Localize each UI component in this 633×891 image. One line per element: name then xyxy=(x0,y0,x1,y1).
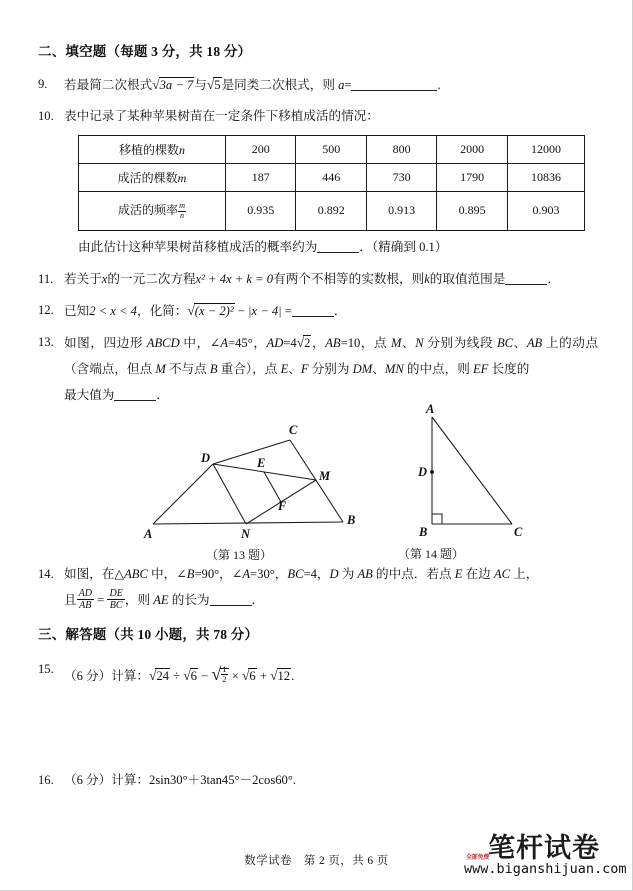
q13-point-m: M xyxy=(390,336,402,351)
q14-fraction-ad-ab xyxy=(77,588,94,611)
q10-tail-post: ．（精确到 0.1） xyxy=(359,239,448,254)
q13-seg-ab: AB xyxy=(325,336,341,351)
q13-l2h: 长度的 xyxy=(488,361,530,376)
q16-score: （6 分） xyxy=(64,772,112,787)
q13-l1i: 、 xyxy=(513,336,527,351)
radical-sign-icon: √ xyxy=(152,77,160,92)
q15-divide: ÷ xyxy=(170,668,184,683)
segment-DN xyxy=(213,464,246,524)
q9-text-3: 是同类二次根式，则 xyxy=(221,78,339,92)
q13-l1j: 上 xyxy=(542,336,560,351)
q13-l2-point-m: M xyxy=(155,361,166,376)
q13-point-n: N xyxy=(415,336,424,351)
q13-seg-bc: BC xyxy=(496,336,514,351)
q9-radical-2 xyxy=(207,72,222,98)
q13-l2-point-b: B xyxy=(209,361,218,376)
q13-seg-ab2: AB xyxy=(526,336,543,351)
q15-radical-6a xyxy=(183,663,198,689)
figure-13-drawing xyxy=(138,412,378,540)
q15-radicand-6a: 6 xyxy=(190,668,197,683)
cell-survived-2: 730 xyxy=(366,163,436,191)
q13-l1e: ， xyxy=(311,336,326,351)
q15-fraction-half xyxy=(221,665,227,684)
q14-answer-blank[interactable] xyxy=(210,605,252,606)
question-10-tail xyxy=(38,235,598,260)
q10-tail-pre: 由此估计这种苹果树苗移植成活的概率约为 xyxy=(78,239,318,254)
q15-half-den: 2 xyxy=(222,674,227,685)
row-label-survived xyxy=(79,163,226,191)
figure-13-label-D: D xyxy=(201,450,211,465)
segment-CB xyxy=(290,440,343,522)
cell-planted-4: 12000 xyxy=(507,135,584,163)
radical-sign-icon: √ xyxy=(183,667,191,683)
q13-l3: 最大值为 xyxy=(64,388,115,403)
q9-text-2: 与 xyxy=(194,78,207,92)
q14-point-e: E xyxy=(454,566,463,581)
q9-radicand-2: 5 xyxy=(214,78,221,92)
cell-survived-0: 187 xyxy=(226,163,296,191)
cell-survived-4: 10836 xyxy=(507,163,584,191)
question-15-number: 15. xyxy=(38,661,54,676)
q14-seg-ac: AC xyxy=(493,566,510,581)
q11-text-1: 若关于 xyxy=(64,272,102,287)
q13-l1c: =45°， xyxy=(228,336,267,351)
q14-l1c: =90°，∠ xyxy=(194,566,243,581)
q10-answer-blank[interactable] xyxy=(317,252,359,253)
figure-13-label-C: C xyxy=(289,422,298,437)
radical-sign-icon: √ xyxy=(187,302,195,318)
figure-13-label-A: A xyxy=(144,526,153,540)
q14-frac2-den: BC xyxy=(109,600,123,612)
watermark-free-badge: 全部免费 xyxy=(466,854,490,861)
q9-equals: = xyxy=(344,78,352,92)
figure-13-label-M: M xyxy=(319,468,331,483)
frequency-fraction xyxy=(178,202,186,220)
q13-l1d: =4 xyxy=(283,336,297,351)
q13-l2d: 、 xyxy=(288,361,301,376)
question-11 xyxy=(38,267,598,292)
question-10-stem: 表中记录了某种苹果树苗在一定条件下移植成活的情况： xyxy=(64,109,379,124)
figures-row xyxy=(38,401,598,562)
q14-l2-eq: = xyxy=(94,593,108,608)
q15-plus: + xyxy=(256,668,271,683)
q14-angle-b: B xyxy=(186,566,195,581)
q13-quad-abcd: ABCD xyxy=(146,336,180,351)
q15-radicand-24: 24 xyxy=(156,668,170,683)
q13-point-f: F xyxy=(300,361,309,376)
q14-l1h: 在边 xyxy=(462,566,494,581)
q13-period: ． xyxy=(156,388,169,403)
q15-radical-24 xyxy=(149,663,170,689)
q11-text-4: 的取值范围是 xyxy=(429,272,506,287)
question-14-number: 14. xyxy=(38,566,54,581)
row-label-planted-text: 移植的棵数 xyxy=(118,142,179,157)
q12-period: ． xyxy=(333,303,347,318)
watermark xyxy=(464,832,627,877)
q14-l1d: =30°， xyxy=(250,566,288,581)
q11-equation: x² + 4x + k = 0 xyxy=(195,272,274,287)
q13-l2f: 、 xyxy=(372,361,385,376)
q13-l1f: =10，点 xyxy=(340,336,391,351)
q13-l2e: 分别为 xyxy=(308,361,353,376)
row-label-planted-var: n xyxy=(179,142,185,157)
question-13-body xyxy=(64,330,598,381)
figure-13-label-N: N xyxy=(241,526,251,540)
q9-text-1: 若最简二次根式 xyxy=(64,78,153,92)
q11-text-3: 有两个不相等的实数根，则 xyxy=(273,272,425,287)
q9-answer-blank[interactable] xyxy=(351,90,437,91)
frequency-denominator: n xyxy=(179,210,185,220)
cell-planted-0: 200 xyxy=(226,135,296,163)
q15-radicand-half xyxy=(220,664,228,685)
radical-sign-icon: √ xyxy=(206,77,215,92)
q14-l2b: ，则 xyxy=(124,593,154,608)
row-label-frequency xyxy=(79,191,226,230)
q13-l1a: 如图，四边形 xyxy=(64,336,147,351)
question-10-tail-body xyxy=(78,235,598,260)
question-9-number: 9. xyxy=(38,77,48,91)
q9-variable: a xyxy=(338,78,345,92)
q13-seg-dm: DM xyxy=(352,361,373,376)
question-12 xyxy=(38,298,598,324)
row-label-survived-var: m xyxy=(177,170,187,185)
q11-period: ． xyxy=(547,272,560,287)
cell-frequency-0: 0.935 xyxy=(226,191,296,230)
q11-var-k: k xyxy=(424,272,430,287)
q9-radicand-1: 3a − 7 xyxy=(159,78,194,92)
question-13-number: 13. xyxy=(38,335,54,350)
q14-l1a: 如图，在△ xyxy=(64,566,125,581)
right-angle-marker xyxy=(432,514,442,524)
segment-EF xyxy=(264,472,281,502)
section-3-heading: 三、解答题（共 10 小题，共 78 分） xyxy=(38,626,259,642)
q12-minus: − xyxy=(234,303,249,318)
cell-frequency-1: 0.892 xyxy=(296,191,366,230)
radical-sign-icon: √ xyxy=(149,667,157,683)
row-label-survived-text: 成活的棵数 xyxy=(117,170,178,185)
segment-DC xyxy=(213,440,290,464)
question-10-number: 10. xyxy=(38,109,54,124)
q13-l1b: 中，∠ xyxy=(179,336,221,351)
figure-14-caption: （第 14 题） xyxy=(397,546,464,561)
table-row xyxy=(79,191,585,230)
q14-period: ． xyxy=(251,593,265,608)
q14-seg-bc: BC xyxy=(287,566,304,581)
q12-absolute: |x − 4| xyxy=(248,303,282,318)
q14-l1f: 为 xyxy=(338,566,358,581)
q16-label: 计算： xyxy=(111,772,150,787)
q13-radicand: 2 xyxy=(304,336,311,351)
q14-seg-ae: AE xyxy=(153,593,169,608)
radical-sign-icon: √ xyxy=(296,335,305,351)
q15-radical-6b xyxy=(242,663,257,689)
q12-radical xyxy=(187,298,234,324)
q15-radicand-12: 12 xyxy=(277,668,291,683)
question-14-body xyxy=(64,562,598,587)
q16-expression: 2sin30°＋3tan45°－2cos60°. xyxy=(149,772,297,787)
cell-frequency-3: 0.895 xyxy=(437,191,507,230)
q14-l1i: 上， xyxy=(510,566,539,581)
cell-survived-1: 446 xyxy=(296,163,366,191)
q15-radical-half xyxy=(211,657,228,692)
question-11-number: 11. xyxy=(38,272,54,287)
cell-planted-2: 800 xyxy=(366,135,436,163)
q13-seg-ef: EF xyxy=(472,361,489,376)
question-12-body xyxy=(64,298,598,324)
q15-times: × xyxy=(228,668,242,683)
figure-14-label-B: B xyxy=(419,524,428,539)
question-10 xyxy=(38,104,598,129)
q12-answer-blank[interactable] xyxy=(292,316,334,317)
figure-14 xyxy=(390,402,590,562)
q15-radical-12 xyxy=(270,663,291,689)
q14-l2a: 且 xyxy=(64,593,77,608)
q12-radicand: (x − 2)² xyxy=(194,303,234,318)
figure-14-label-D: D xyxy=(418,464,428,479)
q14-frac1-den: AB xyxy=(79,600,92,612)
question-11-body xyxy=(64,267,598,292)
page-content xyxy=(38,40,598,798)
question-14 xyxy=(38,562,598,587)
cell-frequency-4: 0.903 xyxy=(507,191,584,230)
segment-AC xyxy=(432,417,512,524)
q13-answer-blank[interactable] xyxy=(114,400,156,401)
q12-text-2: ，化简： xyxy=(136,303,188,318)
figure-14-drawing xyxy=(390,402,590,542)
q13-l2g: 的中点，则 xyxy=(403,361,473,376)
q15-minus: − xyxy=(197,668,212,683)
q15-radicand-6b: 6 xyxy=(249,668,256,683)
q14-l2c: 的长为 xyxy=(168,593,210,608)
q13-radical xyxy=(297,330,312,356)
q14-l1b: 中，∠ xyxy=(147,566,187,581)
survival-rate-table xyxy=(78,135,585,231)
cell-planted-3: 2000 xyxy=(437,135,507,163)
watermark-url: www.biganshijuan.com xyxy=(464,860,627,877)
q14-l1e: =4， xyxy=(303,566,330,581)
row-label-frequency-text: 成活的频率 xyxy=(118,203,179,218)
q13-point-e: E xyxy=(280,361,289,376)
figure-13-label-B: B xyxy=(347,512,356,527)
q13-l2c: 重合），点 xyxy=(217,361,281,376)
q12-inequality: 2 < x < 4 xyxy=(89,303,137,318)
q13-l2a: 的动点（含端点，但点 xyxy=(64,336,599,376)
question-15-body xyxy=(64,657,598,692)
q14-frac2-num: DE xyxy=(109,588,123,600)
q15-score: （6 分） xyxy=(64,668,112,683)
watermark-brand: 笔杆试卷 xyxy=(488,832,600,864)
q11-answer-blank[interactable] xyxy=(505,284,547,285)
question-14-line2 xyxy=(38,588,598,613)
q9-radical-1 xyxy=(152,72,194,98)
section-2-heading: 二、填空题（每题 3 分，共 18 分） xyxy=(38,44,252,59)
q14-seg-ab: AB xyxy=(357,566,373,581)
question-9-body: 若最简二次根式√3a − 7与√5是同类二次根式，则 a= . xyxy=(64,72,598,98)
question-9 xyxy=(38,72,598,98)
q14-point-d: D xyxy=(329,566,339,581)
q15-half-num: 1 xyxy=(222,664,227,675)
question-16-number: 16. xyxy=(38,772,54,787)
survival-rate-table-wrapper xyxy=(78,135,598,231)
question-13 xyxy=(38,330,598,381)
q14-tri-abc: ABC xyxy=(124,566,148,581)
q13-seg-ad: AD xyxy=(266,336,284,351)
table-row xyxy=(79,163,585,191)
figure-14-label-A: A xyxy=(426,401,435,416)
q13-angle-a: A xyxy=(220,336,229,351)
cell-survived-3: 1790 xyxy=(437,163,507,191)
cell-frequency-2: 0.913 xyxy=(366,191,436,230)
q13-l1g: 、 xyxy=(401,336,416,351)
q14-fraction-de-bc xyxy=(107,588,124,611)
q13-seg-mn: MN xyxy=(384,361,404,376)
point-D-dot xyxy=(430,470,434,474)
radical-sign-icon: √ xyxy=(211,663,222,684)
question-12-number: 12. xyxy=(38,302,54,317)
q14-angle-a: A xyxy=(242,566,251,581)
figure-13-label-E: E xyxy=(257,455,266,470)
segment-AD xyxy=(153,464,213,524)
q12-equals: = xyxy=(281,303,292,318)
figure-13-caption: （第 13 题） xyxy=(205,547,272,562)
radical-sign-icon: √ xyxy=(241,667,250,683)
q12-text-1: 已知 xyxy=(64,303,90,318)
q15-period: . xyxy=(291,668,295,683)
q11-var-x: x xyxy=(101,272,108,287)
row-label-planted xyxy=(79,135,226,163)
page-footer: 数学试卷 第 2 页，共 6 页 xyxy=(244,855,389,867)
table-row xyxy=(79,135,585,163)
question-16 xyxy=(38,768,598,793)
figure-14-label-C: C xyxy=(514,524,523,539)
question-15 xyxy=(38,657,598,692)
frequency-numerator: m xyxy=(179,201,185,211)
figure-13 xyxy=(138,412,378,563)
q14-frac1-num: AD xyxy=(78,588,93,600)
q13-l1h: 分别为线段 xyxy=(423,336,497,351)
q13-l2b: 不与点 xyxy=(165,361,210,376)
question-14-line2-body xyxy=(64,588,598,613)
q15-label: 计算： xyxy=(111,668,150,683)
cell-planted-1: 500 xyxy=(296,135,366,163)
figure-13-label-F: F xyxy=(278,498,287,513)
q11-text-2: 的一元二次方程 xyxy=(107,272,196,287)
q14-l1g: 的中点．若点 xyxy=(372,566,455,581)
radical-sign-icon: √ xyxy=(270,667,278,683)
question-16-body xyxy=(64,768,598,793)
